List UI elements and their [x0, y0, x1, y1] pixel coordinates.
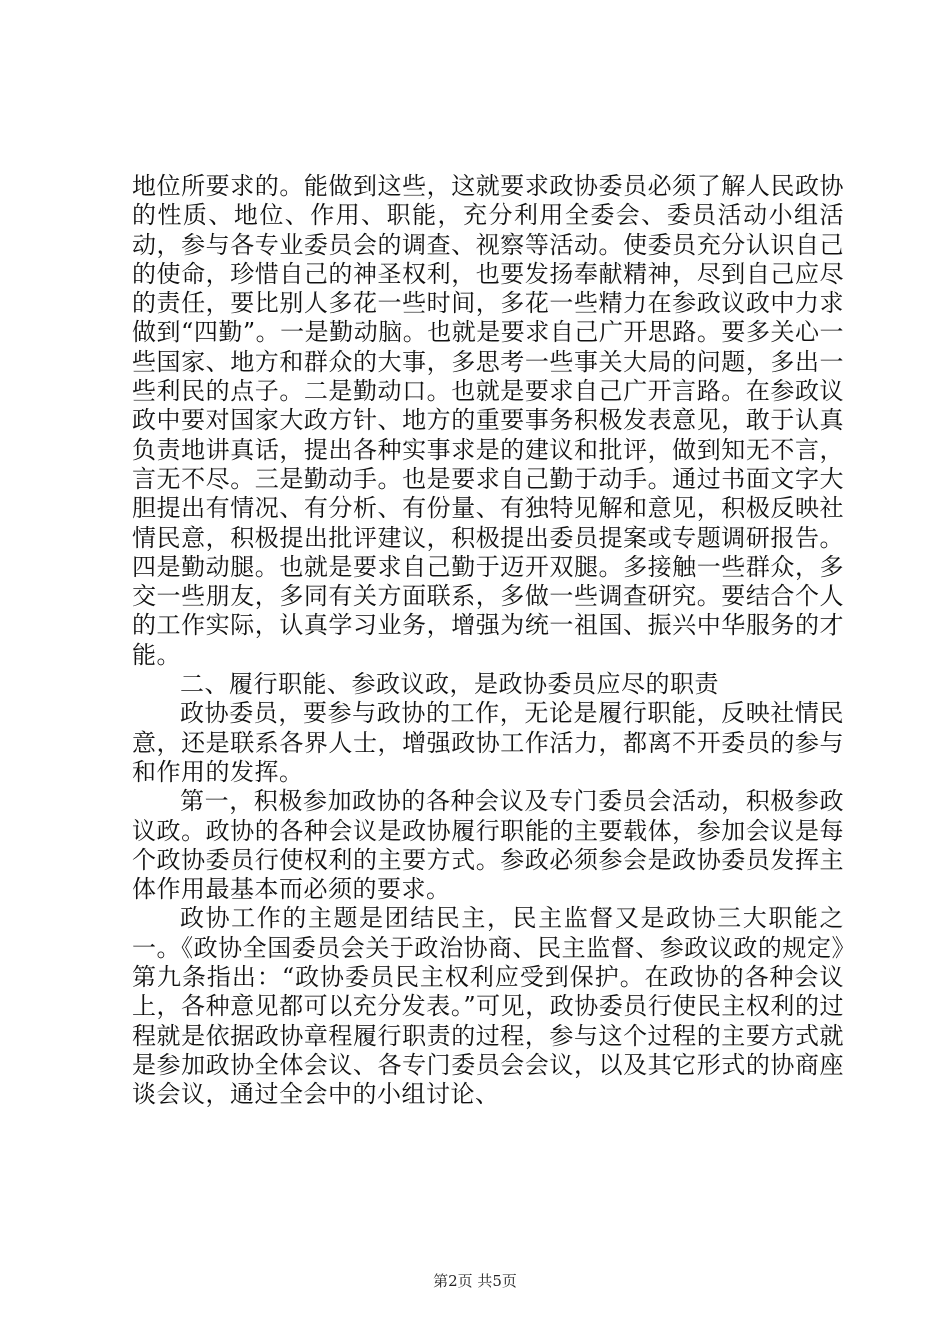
- section-heading: 二、履行职能、参政议政，是政协委员应尽的职责: [180, 670, 719, 699]
- document-body: [132, 172, 844, 1110]
- paragraph: 政协委员，要参与政协的工作，无论是履行职能，反映社情民意，还是联系各界人士，增强政协工作活力，都离不开委员的参与和作用的发挥。: [132, 699, 844, 786]
- paragraph: 政协工作的主题是团结民主，民主监督又是政协三大职能之一。《政协全国委员会关于政治协商、民主监督、参政议政的规定》第九条指出：“政协委员民主权利应受到保护。在政协的各种会议上，各种意见都可以充分发表。”可见，政协委员行使民主权利的过程就是依据政协章程履行职责的过程，参与这个过程的主要方式就是参加政协全体会议、各专门委员会会议，以及其它形式的协商座谈会议，通过全会中的小组讨论、: [132, 904, 844, 1109]
- paragraph: 第一，积极参加政协的各种会议及专门委员会活动，积极参政议政。政协的各种会议是政协履行职能的主要载体，参加会议是每个政协委员行使权利的主要方式。参政必须参会是政协委员发挥主体作用最基本而必须的要求。: [132, 787, 844, 904]
- page-footer: [0, 1271, 950, 1291]
- paragraph-continuation: 地位所要求的。能做到这些，这就要求政协委员必须了解人民政协的性质、地位、作用、职能，充分利用全委会、委员活动小组活动，参与各专业委员会的调查、视察等活动。使委员充分认识自己的使命，珍惜自己的神圣权利，也要发扬奉献精神，尽到自己应尽的责任，要比别人多花一些时间，多花一些精力在参政议政中力求做到“四勤”。一是勤动脑。也就是要求自己广开思路。要多关心一些国家、地方和群众的大事，多思考一些事关大局的问题，多出一些利民的点子。二是勤动口。也就是要求自己广开言路。在参政议政中要对国家大政方针、地方的重要事务积极发表意见，敢于认真负责地讲真话，提出各种实事求是的建议和批评，做到知无不言，言无不尽。三是勤动手。也是要求自己勤于动手。通过书面文字大胆提出有情况、有分析、有份量、有独特见解和意见，积极反映社情民意，积极提出批评建议，积极提出委员提案或专题调研报告。四是勤动腿。也就是要求自己勤于迈开双腿。多接触一些群众，多交一些朋友，多同有关方面联系，多做一些调查研究。要结合个人的工作实际，认真学习业务，增强为统一祖国、振兴中华服务的才能。: [132, 172, 844, 669]
- page-number: 第2页 共5页: [433, 1272, 517, 1290]
